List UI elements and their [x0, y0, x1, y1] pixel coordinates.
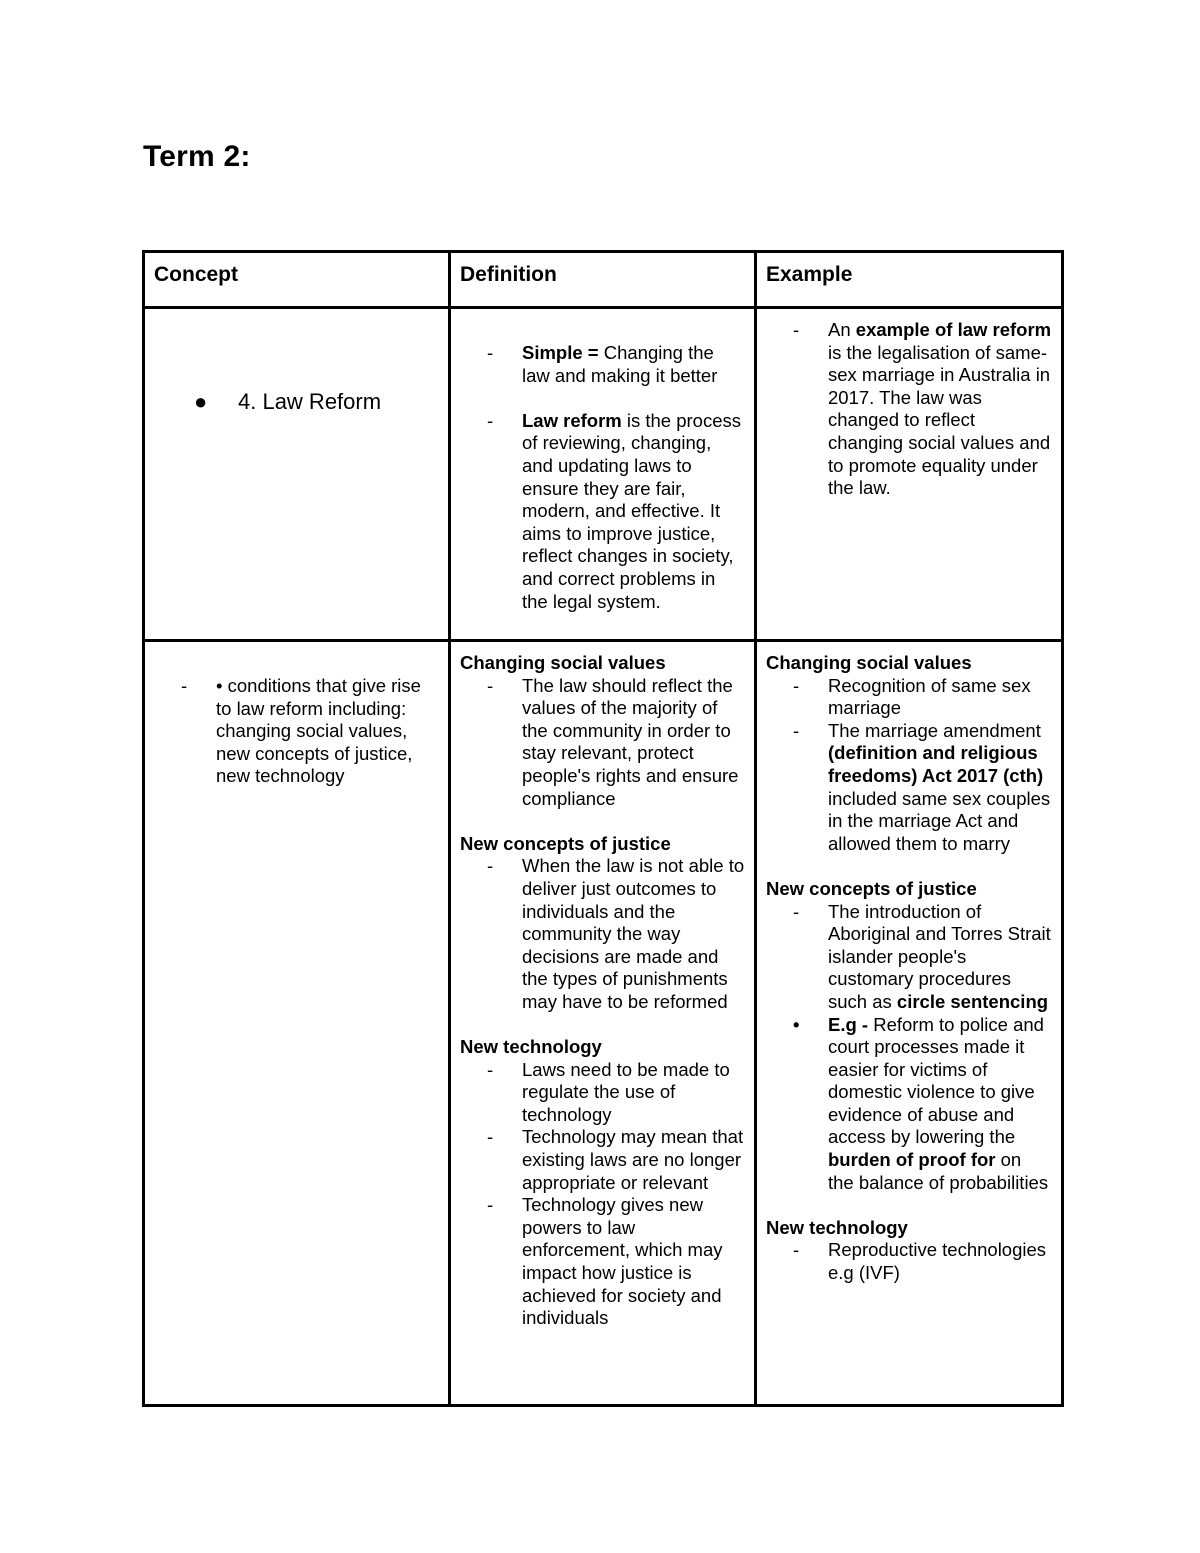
- item-text: • conditions that give rise to law reform including: changing social values, new concepts of justice, new technology: [216, 675, 421, 787]
- header-definition: Definition: [450, 252, 756, 308]
- item-text: included same sex couples in the marriage Act and allowed them to marry: [828, 787, 1051, 854]
- list-item: - When the law is not able to deliver just outcomes to individuals and the community the way decisions are made and the types of punishments may have to be reformed: [522, 855, 745, 1013]
- list-item: - Technology gives new powers to law enforcement, which may impact how justice is achieved for society and individuals: [522, 1194, 745, 1330]
- subheading-justice: New concepts of justice: [766, 877, 977, 899]
- list-item: [522, 410, 745, 613]
- item-text: The marriage amendment: [828, 719, 1041, 741]
- list-item: [828, 1014, 1052, 1195]
- bold-term: burden of proof for: [828, 1149, 996, 1171]
- law-reform-table: [142, 250, 1064, 1407]
- bold-term: example of law reform: [855, 319, 1052, 340]
- item-text: The introduction of Aboriginal and Torres Strait islander people's customary procedures such as: [828, 900, 1051, 1012]
- table-row: [144, 308, 1063, 641]
- concept-list: [154, 675, 439, 788]
- header-concept: Concept: [144, 252, 450, 308]
- bold-term: Law reform: [522, 409, 622, 431]
- page-title: Term 2:: [143, 140, 251, 173]
- header-example: Example: [756, 252, 1063, 308]
- concept-law-reform: [154, 389, 439, 415]
- list-item: [828, 720, 1052, 856]
- item-text: on the balance of probabilities: [828, 1149, 1049, 1193]
- item-text: Reform to police and court processes made it easier for victims of domestic violence to give evidence of abuse and access by lowering the: [828, 1013, 1044, 1148]
- technology-examples: [766, 1239, 1052, 1284]
- subheading-technology: New technology: [460, 1036, 602, 1058]
- concept-label: 4. Law Reform: [238, 389, 382, 414]
- example-cell: [756, 641, 1063, 1406]
- table-row: [144, 641, 1063, 1406]
- list-item: - Technology may mean that existing laws are no longer appropriate or relevant: [522, 1126, 745, 1194]
- bold-term: E.g -: [828, 1013, 869, 1035]
- item-text: Changing the law and making it better: [522, 342, 718, 386]
- item-text: An: [828, 319, 856, 340]
- bullet-icon: ●: [194, 389, 208, 414]
- list-item: - Reproductive technologies e.g (IVF): [828, 1239, 1052, 1284]
- list-item: - The law should reflect the values of the majority of the community in order to stay relevant, protect people's rights and ensure compliance: [522, 675, 745, 811]
- bold-term: Simple =: [522, 342, 599, 363]
- definition-cell: [450, 641, 756, 1406]
- subheading-justice: New concepts of justice: [460, 832, 671, 854]
- example-cell: [756, 308, 1063, 641]
- item-text: is the process of reviewing, changing, and updating laws to ensure they are fair, modern, and effective. It aims to improve justice, reflect changes in society, and correct problems in the legal system.: [522, 409, 741, 612]
- definition-list: [460, 342, 745, 613]
- list-item: [522, 342, 745, 387]
- justice-examples: [766, 901, 1052, 1195]
- table-header-row: [144, 252, 1063, 308]
- subheading-social-values: Changing social values: [460, 652, 666, 673]
- social-values-examples: [766, 675, 1052, 856]
- social-values-list: [460, 675, 745, 811]
- justice-list: [460, 855, 745, 1013]
- technology-list: [460, 1059, 745, 1330]
- item-text: is the legalisation of same-sex marriage in Australia in 2017. The law was changed to reflect changing social values and to promote equality under the law.: [828, 341, 1051, 499]
- bold-term: (definition and religious freedoms) Act 2017 (cth): [828, 742, 1044, 786]
- example-list: [766, 319, 1052, 500]
- list-item: [828, 901, 1052, 1014]
- bold-term: circle sentencing: [896, 990, 1049, 1012]
- list-item: [216, 675, 439, 788]
- subheading-technology: New technology: [766, 1216, 908, 1238]
- list-item: - Recognition of same sex marriage: [828, 675, 1052, 720]
- subheading-social-values: Changing social values: [766, 652, 972, 673]
- definition-cell: [450, 308, 756, 641]
- list-item: - Laws need to be made to regulate the use of technology: [522, 1059, 745, 1127]
- concept-cell: [144, 641, 450, 1406]
- list-item: [828, 319, 1052, 500]
- concept-cell: [144, 308, 450, 641]
